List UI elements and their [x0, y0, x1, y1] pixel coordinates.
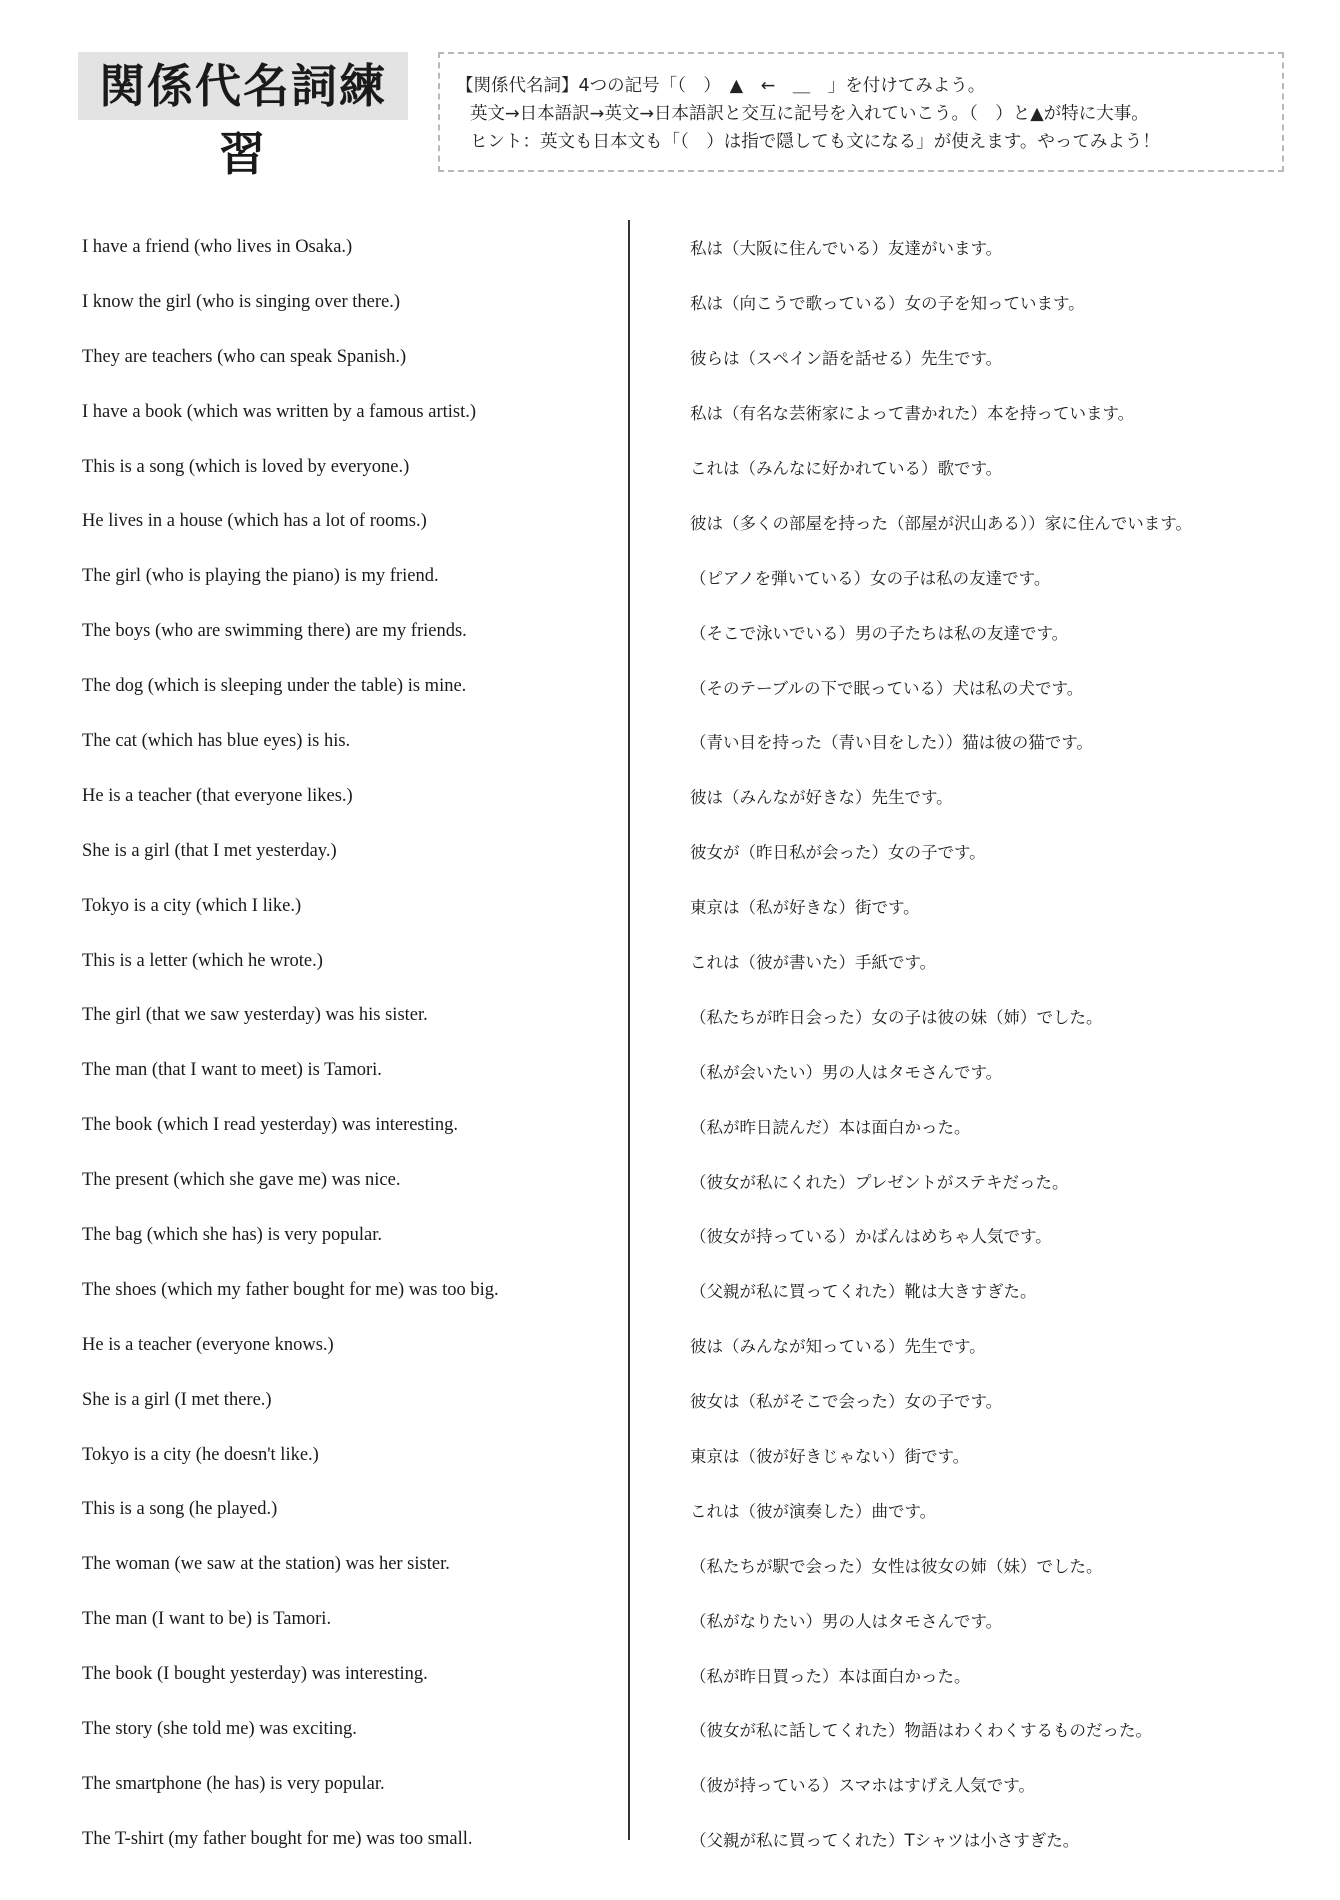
english-sentence: The shoes (which my father bought for me) was too big.: [82, 1279, 499, 1300]
english-sentence: He is a teacher (everyone knows.): [82, 1334, 334, 1355]
japanese-sentence: （そこで泳いでいる）男の子たちは私の友達です。: [690, 623, 1069, 643]
japanese-sentence: （父親が私に買ってくれた）靴は大きすぎた。: [690, 1282, 1037, 1302]
english-sentence: The man (I want to be) is Tamori.: [82, 1609, 332, 1630]
japanese-sentence: （そのテーブルの下で眠っている）犬は私の犬です。: [690, 678, 1084, 698]
english-sentence: The dog (which is sleeping under the table) is mine.: [82, 676, 467, 697]
english-sentence: The book (I bought yesterday) was interesting.: [82, 1664, 428, 1685]
english-sentence: The story (she told me) was exciting.: [82, 1718, 357, 1739]
japanese-sentence: （私が昨日読んだ）本は面白かった。: [690, 1117, 971, 1137]
japanese-sentence: これは（彼が書いた）手紙です。: [690, 953, 937, 973]
japanese-sentence: （彼が持っている）スマホはすげえ人気です。: [690, 1776, 1035, 1796]
english-sentence: The T-shirt (my father bought for me) was too small.: [82, 1828, 473, 1849]
japanese-sentence: 私は（大阪に住んでいる）友達がいます。: [690, 239, 1003, 259]
english-sentence: She is a girl (that I met yesterday.): [82, 840, 337, 861]
instruction-line: 英文→日本語訳→英文→日本語訳と交互に記号を入れていこう。（ ）と▲が特に大事。: [470, 104, 1149, 124]
english-sentence: This is a song (he played.): [82, 1499, 278, 1520]
japanese-sentence: （私たちが昨日会った）女の子は彼の妹（姉）でした。: [690, 1007, 1103, 1027]
english-sentence: The girl (that we saw yesterday) was his sister.: [82, 1005, 428, 1026]
japanese-sentence: 私は（有名な芸術家によって書かれた）本を持っています。: [690, 404, 1135, 424]
english-sentence: The man (that I want to meet) is Tamori.: [82, 1060, 382, 1081]
japanese-sentence: （ピアノを弾いている）女の子は私の友達です。: [690, 568, 1051, 588]
english-sentence: The present (which she gave me) was nice.: [82, 1170, 401, 1191]
english-sentence: She is a girl (I met there.): [82, 1389, 272, 1410]
japanese-sentence: 彼らは（スペイン語を話せる）先生です。: [690, 349, 1003, 369]
japanese-sentence-column: [690, 220, 1320, 1867]
page-title: 関係代名詞練習: [78, 52, 408, 120]
japanese-sentence: （青い目を持った（青い目をした））猫は彼の猫です。: [690, 733, 1093, 753]
japanese-sentence: 彼女が（昨日私が会った）女の子です。: [690, 843, 986, 863]
instruction-box: [438, 52, 1284, 172]
english-sentence: They are teachers (who can speak Spanish.): [82, 346, 407, 367]
english-sentence: Tokyo is a city (which I like.): [82, 895, 302, 916]
japanese-sentence: （私が会いたい）男の人はタモさんです。: [690, 1062, 1003, 1082]
japanese-sentence: これは（彼が演奏した）曲です。: [690, 1501, 937, 1521]
japanese-sentence: （彼女が持っている）かばんはめちゃ人気です。: [690, 1227, 1052, 1247]
japanese-sentence: （彼女が私に話してくれた）物語はわくわくするものだった。: [690, 1721, 1152, 1741]
japanese-sentence: （私たちが駅で会った）女性は彼女の姉（妹）でした。: [690, 1556, 1103, 1576]
english-sentence: The woman (we saw at the station) was her sister.: [82, 1554, 450, 1575]
english-sentence: The bag (which she has) is very popular.: [82, 1224, 383, 1245]
column-divider: [628, 220, 630, 1840]
english-sentence: The boys (who are swimming there) are my friends.: [82, 621, 467, 642]
instruction-line: ヒント：英文も日本文も「（ ）は指で隠しても文になる」が使えます。やってみよう！: [470, 132, 1160, 152]
english-sentence: The cat (which has blue eyes) is his.: [82, 730, 351, 751]
japanese-sentence: （彼女が私にくれた）プレゼントがステキだった。: [690, 1172, 1069, 1192]
english-sentence-column: [82, 220, 612, 1867]
japanese-sentence: 東京は（彼が好きじゃない）街です。: [690, 1447, 970, 1467]
japanese-sentence: 私は（向こうで歌っている）女の子を知っています。: [690, 294, 1085, 314]
japanese-sentence: （私がなりたい）男の人はタモさんです。: [690, 1611, 1003, 1631]
english-sentence: I have a friend (who lives in Osaka.): [82, 236, 353, 257]
english-sentence: I have a book (which was written by a famous artist.): [82, 401, 477, 422]
instruction-line: 【関係代名詞】4つの記号「（ ） ▲ ← ＿ 」を付けてみよう。: [456, 76, 986, 96]
japanese-sentence: 彼は（多くの部屋を持った（部屋が沢山ある））家に住んでいます。: [690, 513, 1192, 533]
english-sentence: He lives in a house (which has a lot of rooms.): [82, 511, 427, 532]
english-sentence: The smartphone (he has) is very popular.: [82, 1773, 385, 1794]
japanese-sentence: 彼女は（私がそこで会った）女の子です。: [690, 1392, 1003, 1412]
english-sentence: Tokyo is a city (he doesn't like.): [82, 1444, 319, 1465]
english-sentence: The girl (who is playing the piano) is my friend.: [82, 566, 439, 587]
japanese-sentence: 彼は（みんなが好きな）先生です。: [690, 788, 953, 808]
english-sentence: This is a letter (which he wrote.): [82, 950, 323, 971]
english-sentence: I know the girl (who is singing over there.): [82, 291, 401, 312]
english-sentence: This is a song (which is loved by everyone.): [82, 456, 410, 477]
japanese-sentence: （父親が私に買ってくれた）Tシャツは小さすぎた。: [690, 1831, 1080, 1851]
japanese-sentence: 彼は（みんなが知っている）先生です。: [690, 1337, 986, 1357]
english-sentence: He is a teacher (that everyone likes.): [82, 785, 353, 806]
english-sentence: The book (which I read yesterday) was interesting.: [82, 1115, 459, 1136]
japanese-sentence: 東京は（私が好きな）街です。: [690, 898, 920, 918]
japanese-sentence: これは（みんなに好かれている）歌です。: [690, 459, 1003, 478]
japanese-sentence: （私が昨日買った）本は面白かった。: [690, 1666, 971, 1686]
